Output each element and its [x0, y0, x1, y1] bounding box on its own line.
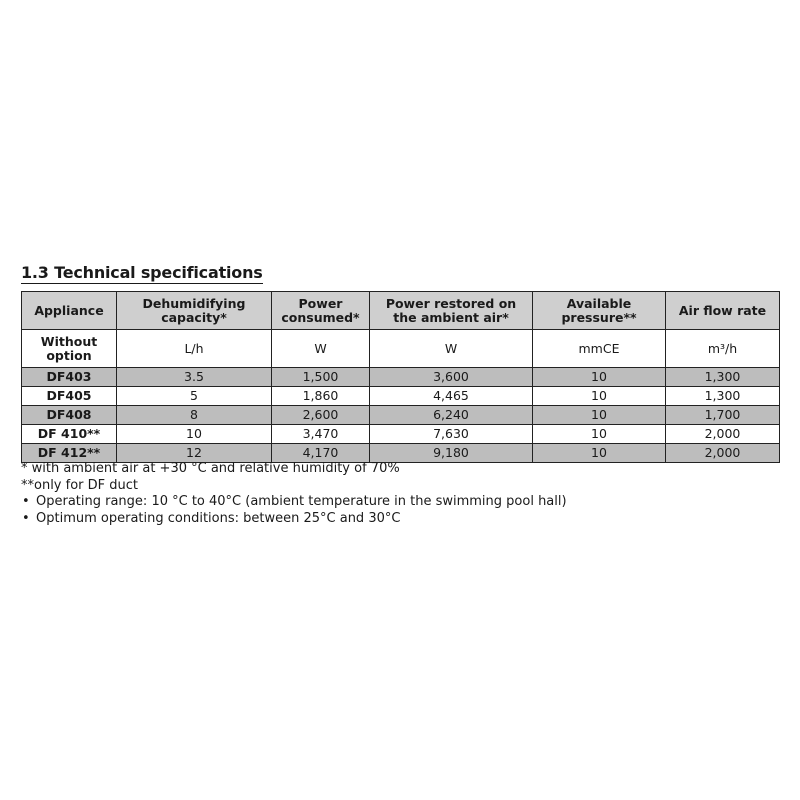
header-available-pressure: Available pressure** — [533, 292, 666, 330]
cell-appliance: DF 412** — [22, 444, 117, 463]
table-row — [22, 444, 780, 463]
cell-air-flow: 2,000 — [666, 425, 780, 444]
bullet-icon: • — [22, 494, 30, 509]
notes-section — [21, 461, 781, 527]
unit-air-flow: m³/h — [666, 330, 780, 368]
cell-power-consumed: 3,470 — [272, 425, 370, 444]
cell-power-consumed: 4,170 — [272, 444, 370, 463]
bullet-operating-range-text: Operating range: 10 °C to 40°C (ambient temperature in the swimming pool hall) — [36, 494, 567, 509]
cell-appliance: DF 410** — [22, 425, 117, 444]
cell-air-flow: 1,700 — [666, 406, 780, 425]
cell-pressure: 10 — [533, 387, 666, 406]
cell-power-restored: 3,600 — [370, 368, 533, 387]
cell-power-restored: 9,180 — [370, 444, 533, 463]
cell-air-flow: 2,000 — [666, 444, 780, 463]
cell-capacity: 10 — [117, 425, 272, 444]
table-row — [22, 425, 780, 444]
cell-capacity: 3.5 — [117, 368, 272, 387]
cell-pressure: 10 — [533, 368, 666, 387]
cell-appliance: DF405 — [22, 387, 117, 406]
header-air-flow-rate: Air flow rate — [666, 292, 780, 330]
footnote-df-duct: **only for DF duct — [21, 477, 138, 493]
cell-power-restored: 4,465 — [370, 387, 533, 406]
cell-capacity: 8 — [117, 406, 272, 425]
cell-pressure: 10 — [533, 425, 666, 444]
technical-specifications-table — [21, 291, 780, 463]
footnote-ambient-air: * with ambient air at +30 °C and relative humidity of 70% — [21, 461, 400, 476]
table-row — [22, 368, 780, 387]
cell-power-restored: 7,630 — [370, 425, 533, 444]
unit-power-restored: W — [370, 330, 533, 368]
cell-air-flow: 1,300 — [666, 368, 780, 387]
cell-power-restored: 6,240 — [370, 406, 533, 425]
header-dehumidifying-capacity: Dehumidifying capacity* — [117, 292, 272, 330]
cell-pressure: 10 — [533, 406, 666, 425]
cell-appliance: DF408 — [22, 406, 117, 425]
cell-appliance: DF403 — [22, 368, 117, 387]
cell-power-consumed: 2,600 — [272, 406, 370, 425]
unit-power-consumed: W — [272, 330, 370, 368]
units-row — [22, 330, 780, 368]
table-row — [22, 387, 780, 406]
cell-power-consumed: 1,860 — [272, 387, 370, 406]
header-appliance: Appliance — [22, 292, 117, 330]
bullet-optimum-conditions-text: Optimum operating conditions: between 25°C and 30°C — [36, 510, 401, 526]
cell-pressure: 10 — [533, 444, 666, 463]
header-power-restored: Power restored on the ambient air* — [370, 292, 533, 330]
cell-capacity: 5 — [117, 387, 272, 406]
cell-power-consumed: 1,500 — [272, 368, 370, 387]
table-row — [22, 406, 780, 425]
bullet-operating-range — [21, 494, 781, 511]
unit-capacity: L/h — [117, 330, 272, 368]
units-row-label: Without option — [22, 330, 117, 368]
bullet-optimum-conditions — [21, 511, 781, 528]
unit-pressure: mmCE — [533, 330, 666, 368]
bullet-icon: • — [22, 510, 30, 526]
header-power-consumed: Power consumed* — [272, 292, 370, 330]
cell-air-flow: 1,300 — [666, 387, 780, 406]
section-title: 1.3 Technical specifications — [21, 263, 263, 282]
cell-capacity: 12 — [117, 444, 272, 463]
table-header-row — [22, 292, 780, 330]
notes-bullet-list — [21, 494, 781, 527]
